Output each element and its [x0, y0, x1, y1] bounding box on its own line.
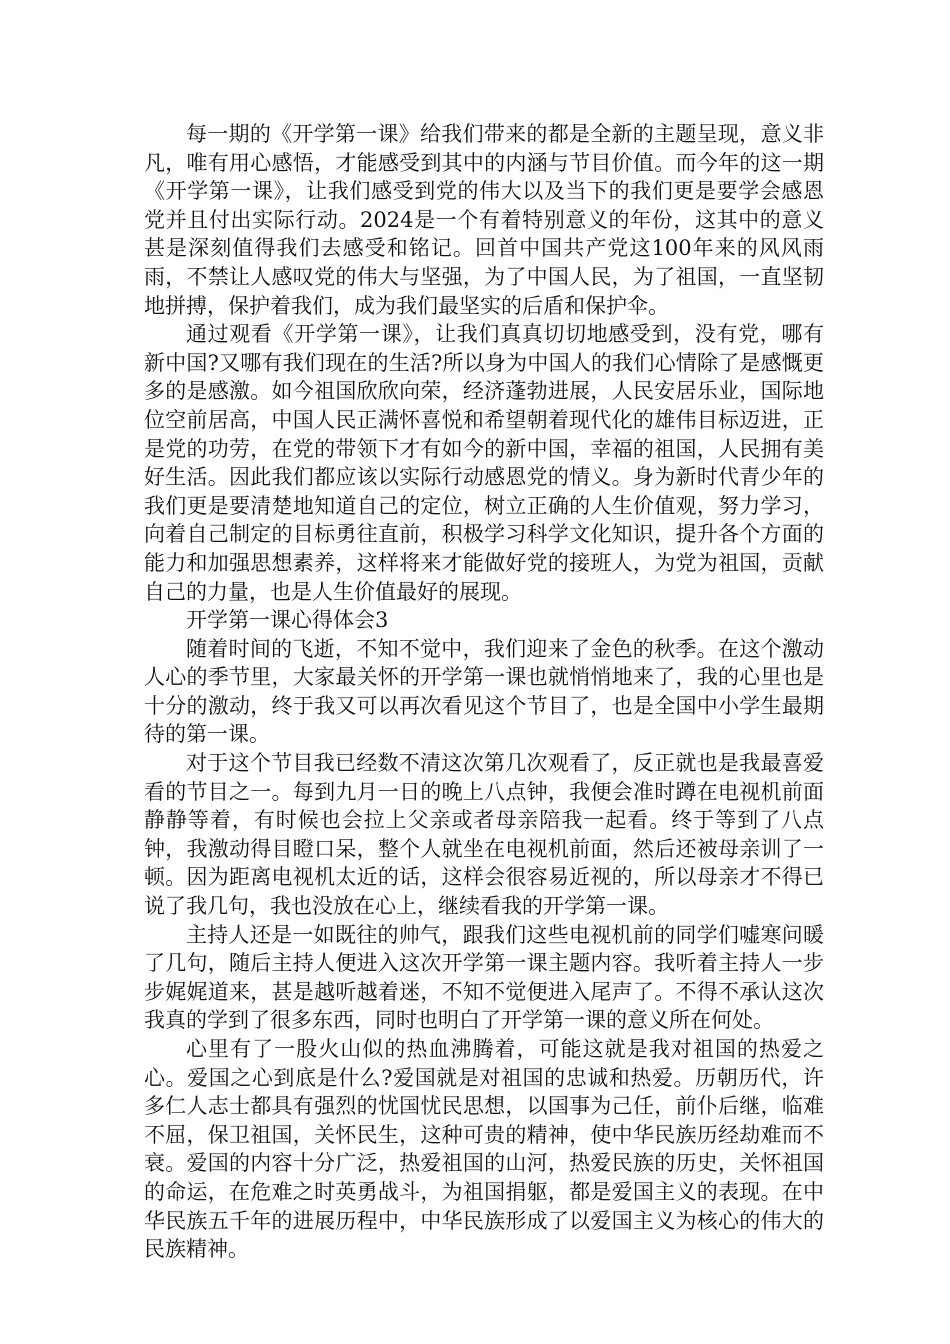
paragraph: 通过观看《开学第一课》，让我们真真切切地感受到，没有党，哪有新中国?又哪有我们现在的生活?所以身为中国人的我们心情除了是感慨更多的是感激。如今祖国欣欣向荣，经济蓬勃进展，人民安居乐业，国际地位空前居高，中国人民正满怀喜悦和希望朝着现代化的雄伟目标迈进，正是党的功劳，在党的带领下才有如今的新中国，幸福的祖国，人民拥有美好生活。因此我们都应该以实际行动感恩党的情义。身为新时代青少年的我们更是要清楚地知道自己的定位，树立正确的人生价值观，努力学习，向着自己制定的目标勇往直前，积极学习科学文化知识，提升各个方面的能力和加强思想素养，这样将来才能做好党的接班人，为党为祖国，贡献自己的力量，也是人生价值最好的展现。: [144, 322, 824, 604]
paragraph: 对于这个节目我已经数不清这次第几次观看了，反正就也是我最喜爱看的节目之一。每到九月一日的晚上八点钟，我便会准时蹲在电视机前面静静等着，有时候也会拉上父亲或者母亲陪我一起看。终于等到了八点钟，我激动得目瞪口呆，整个人就坐在电视机前面，然后还被母亲训了一顿。因为距离电视机太近的话，这样会很容易近视的，所以母亲才不得已说了我几句，我也没放在心上，继续看我的开学第一课。: [144, 751, 824, 919]
section-heading: 开学第一课心得体会3: [186, 608, 389, 633]
paragraph: 心里有了一股火山似的热血沸腾着，可能这就是我对祖国的热爱之心。爱国之心到底是什么?爱国就是对祖国的忠诚和热爱。历朝历代，许多仁人志士都具有强烈的忧国忧民思想，以国事为己任，前仆后继，临难不屈，保卫祖国，关怀民生，这种可贵的精神，使中华民族历经劫难而不衰。爱国的内容十分广泛，热爱祖国的山河，热爱民族的历史，关怀祖国的命运，在危难之时英勇战斗，为祖国捐躯，都是爱国主义的表现。在中华民族五千年的进展历程中，中华民族形成了以爱国主义为核心的伟大的民族精神。: [144, 1037, 824, 1262]
paragraph: 随着时间的飞逝，不知不觉中，我们迎来了金色的秋季。在这个激动人心的季节里，大家最关怀的开学第一课也就悄悄地来了，我的心里也是十分的激动，终于我又可以再次看见这个节目了，也是全国中小学生最期待的第一课。: [144, 636, 824, 747]
document-page: [144, 120, 824, 1264]
paragraph: 主持人还是一如既往的帅气，跟我们这些电视机前的同学们嘘寒问暖了几句，随后主持人便进入这次开学第一课主题内容。我听着主持人一步步娓娓道来，甚是越听越着迷，不知不觉便进入尾声了。不得不承认这次我真的学到了很多东西，同时也明白了开学第一课的意义所在何处。: [144, 922, 824, 1033]
paragraph: 每一期的《开学第一课》给我们带来的都是全新的主题呈现，意义非凡，唯有用心感悟，才能感受到其中的内涵与节目价值。而今年的这一期《开学第一课》，让我们感受到党的伟大以及当下的我们更是要学会感恩党并且付出实际行动。2024是一个有着特别意义的年份，这其中的意义甚是深刻值得我们去感受和铭记。回首中国共产党这100年来的风风雨雨，不禁让人感叹党的伟大与坚强，为了中国人民，为了祖国，一直坚韧地拼搏，保护着我们，成为我们最坚实的后盾和保护伞。: [144, 122, 824, 318]
